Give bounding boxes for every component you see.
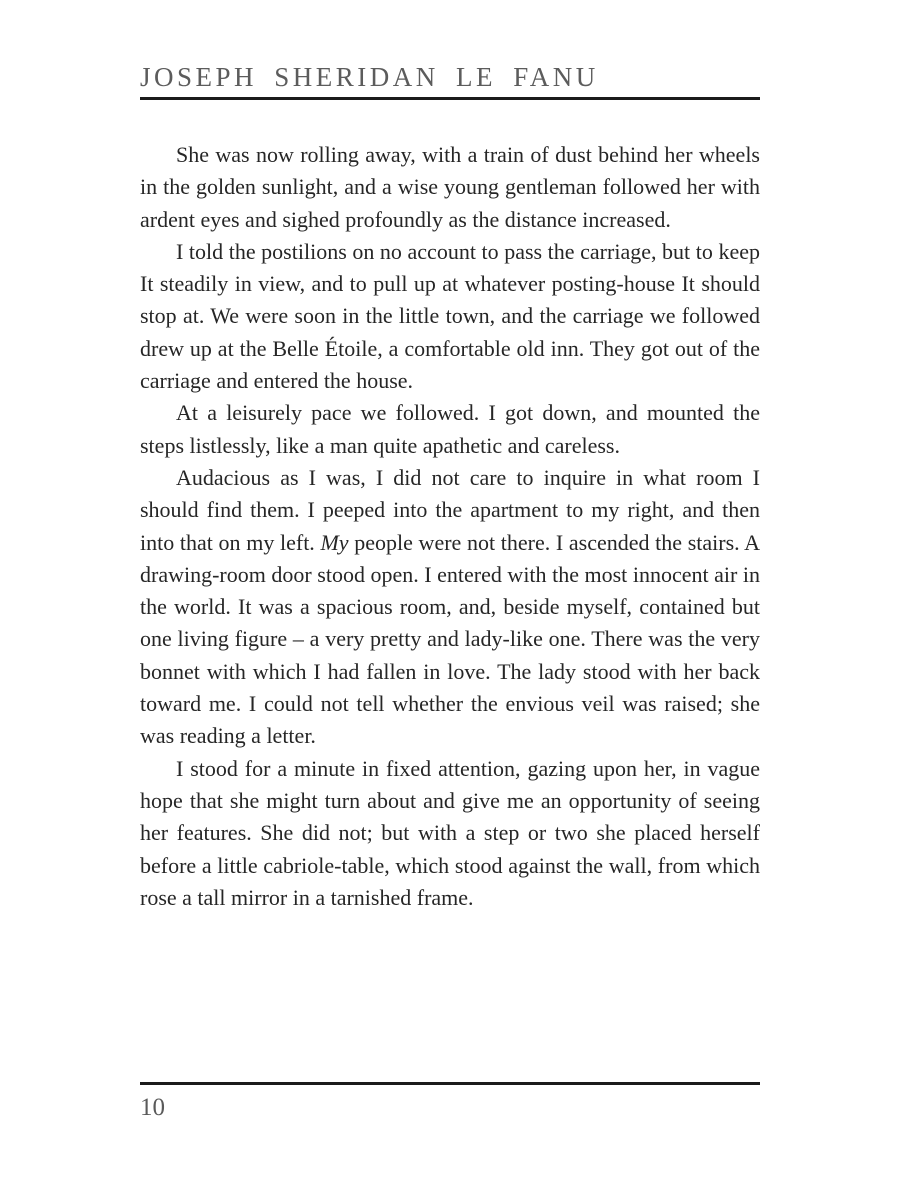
text-column [140, 0, 760, 914]
author-name: JOSEPH SHERIDAN LE FANU [140, 62, 599, 92]
paragraph [140, 462, 760, 753]
text-segment: She was now rolling away, with a train of dust behind her wheels in the golden sunlight, and a wise young gentleman followed her with ardent eyes and sighed profoundly as the distance increased. [140, 142, 760, 232]
header-rule [140, 97, 760, 100]
text-segment: At a leisurely pace we followed. I got down, and mounted the steps listlessly, like a man quite apathetic and careless. [140, 400, 760, 458]
paragraph [140, 139, 760, 236]
page-body [140, 139, 760, 914]
paragraph [140, 397, 760, 462]
italic-text-segment: My [320, 529, 349, 555]
text-segment: I stood for a minute in fixed attention, gazing upon her, in vague hope that she might turn about and give me an opportunity of seeing her features. She did not; but with a step or two she placed herself before a little cabriole-table, which stood against the wall, from which rose a tall mirror in a tarnished frame. [140, 755, 760, 910]
page-number: 10 [140, 1094, 165, 1121]
paragraph [140, 753, 760, 914]
text-segment: I told the postilions on no account to pass the carriage, but to keep It steadily in view, and to pull up at whatever posting-house It should stop at. We were soon in the little town, and the carriage we followed drew up at the Belle Étoile, a comfortable old inn. They got out of the carriage and entered the house. [140, 238, 760, 394]
paragraph [140, 236, 760, 397]
footer-rule [140, 1082, 760, 1085]
text-segment: Audacious as I was, I did not care to inquire in what room I should find them. I peeped into the apartment to my right, and then into that on my left. [140, 464, 760, 555]
running-header [140, 0, 760, 100]
page-footer [140, 1082, 760, 1122]
text-segment: people were not there. I ascended the stairs. A drawing-room door stood open. I entered with the most innocent air in the world. It was a spacious room, and, beside myself, contained but one living figure – a very pretty and lady-like one. There was the very bonnet with which I had fallen in love. The lady stood with her back toward me. I could not tell whether the envious veil was raised; she was reading a letter. [140, 529, 760, 749]
